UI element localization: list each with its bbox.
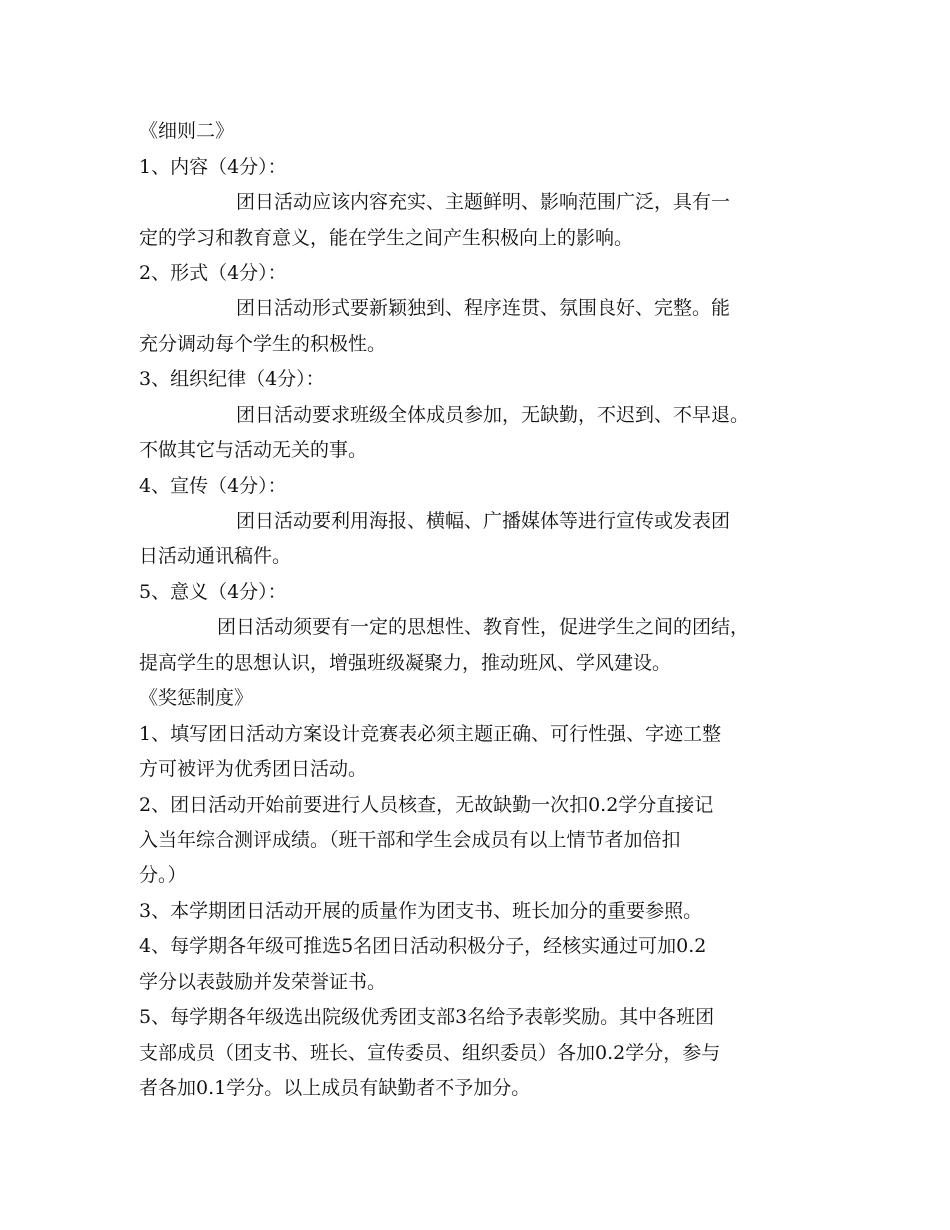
item-heading-form: 2、形式（4分）： <box>139 262 287 284</box>
paragraph-line: 者各加0.1学分。以上成员有缺勤者不予加分。 <box>139 1077 531 1099</box>
paragraph-line: 定的学习和教育意义，能在学生之间产生积极向上的影响。 <box>139 227 634 249</box>
paragraph-line: 团日活动形式要新颖独到、程序连贯、氛围良好、完整。能 <box>236 297 731 319</box>
paragraph-line: 分。） <box>139 864 187 886</box>
paragraph-line: 5、每学期各年级选出院级优秀团支部3名给予表彰奖励。其中各班团 <box>139 1006 715 1028</box>
item-heading-significance: 5、意义（4分）： <box>139 581 287 603</box>
paragraph-line: 提高学生的思想认识，增强班级凝聚力，推动班风、学风建设。 <box>139 652 672 674</box>
paragraph-line: 充分调动每个学生的积极性。 <box>139 333 387 355</box>
paragraph-line: 学分以表鼓励并发荣誉证书。 <box>139 971 387 993</box>
paragraph-line: 团日活动要求班级全体成员参加，无缺勤，不迟到、不早退。 <box>236 404 750 426</box>
paragraph-line: 4、每学期各年级可推选5名团日活动积极分子，经核实通过可加0.2 <box>139 935 707 957</box>
paragraph-line: 入当年综合测评成绩。（班干部和学生会成员有以上情节者加倍扣 <box>139 829 681 851</box>
paragraph-line: 1、填写团日活动方案设计竞赛表必须主题正确、可行性强、字迹工整 <box>139 723 722 745</box>
paragraph-line: 不做其它与活动无关的事。 <box>139 439 368 461</box>
section-title-rewards: 《奖惩制度》 <box>139 687 254 709</box>
paragraph-line: 团日活动应该内容充实、主题鲜明、影响范围广泛，具有一 <box>236 191 731 213</box>
paragraph-line: 团日活动须要有一定的思想性、教育性，促进学生之间的团结， <box>217 616 750 638</box>
paragraph-line: 2、团日活动开始前要进行人员核查，无故缺勤一次扣0.2学分直接记 <box>139 794 714 816</box>
paragraph-line: 支部成员（团支书、班长、宣传委员、组织委员）各加0.2学分，参与 <box>139 1042 721 1064</box>
item-heading-content: 1、内容（4分）： <box>139 156 287 178</box>
section-title-rules-two: 《细则二》 <box>139 120 235 142</box>
item-heading-publicity: 4、宣传（4分）： <box>139 475 287 497</box>
item-heading-discipline: 3、组织纪律（4分）： <box>139 368 325 390</box>
paragraph-line: 3、本学期团日活动开展的质量作为团支书、班长加分的重要参照。 <box>139 900 703 922</box>
paragraph-line: 团日活动要利用海报、横幅、广播媒体等进行宣传或发表团 <box>236 510 731 532</box>
paragraph-line: 日活动通讯稿件。 <box>139 545 292 567</box>
paragraph-line: 方可被评为优秀团日活动。 <box>139 758 368 780</box>
